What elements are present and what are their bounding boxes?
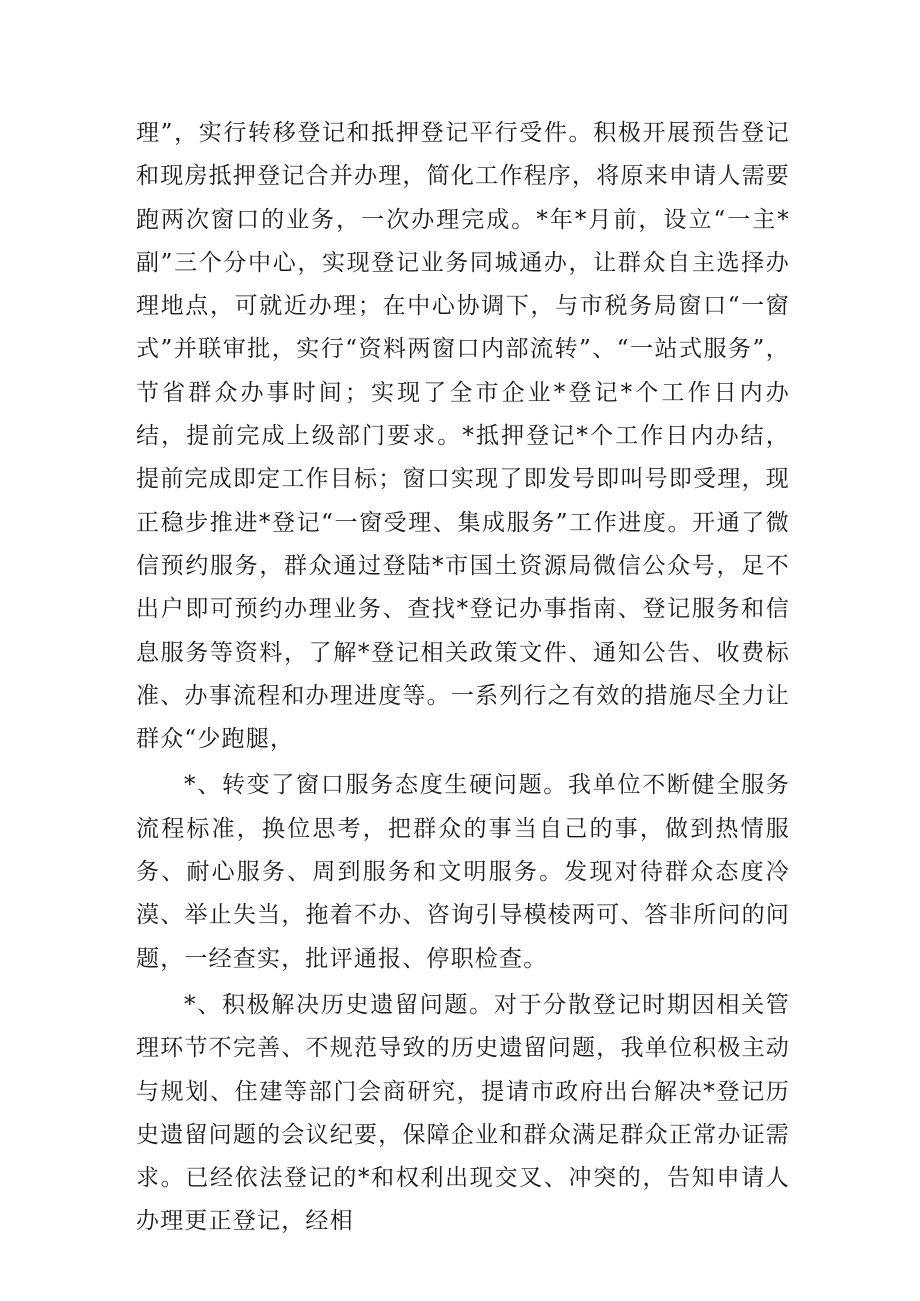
document-body: [136, 112, 790, 1247]
paragraph-historical-issues: *、积极解决历史遗留问题。对于分散登记时期因相关管理环节不完善、不规范导致的历史遗留问题，我单位积极主动与规划、住建等部门会商研究，提请市政府出台解决*登记历史遗留问题的会议纪要，保障企业和群众满足群众正常办证需求。已经依法登记的*和权利出现交叉、冲突的，告知申请人办理更正登记，经相: [136, 991, 790, 1235]
paragraph-continuation: 理”，实行转移登记和抵押登记平行受件。积极开展预告登记和现房抵押登记合并办理，简化工作程序，将原来申请人需要跑两次窗口的业务，一次办理完成。*年*月前，设立“一主*副”三个分中心，实现登记业务同城通办，让群众自主选择办理地点，可就近办理；在中心协调下，与市税务局窗口“一窗式”并联审批，实行“资料两窗口内部流转”、“一站式服务”，节省群众办事时间；实现了全市企业*登记*个工作日内办结，提前完成上级部门要求。*抵押登记*个工作日内办结，提前完成即定工作目标；窗口实现了即发号即叫号即受理，现正稳步推进*登记“一窗受理、集成服务”工作进度。开通了微信预约服务，群众通过登陆*市国土资源局微信公众号，足不出户即可预约办理业务、查找*登记办事指南、登记服务和信息服务等资料，了解*登记相关政策文件、通知公告、收费标准、办事流程和办理进度等。一系列行之有效的措施尽全力让群众“少跑腿，: [136, 120, 790, 753]
paragraph-service-attitude: *、转变了窗口服务态度生硬问题。我单位不断健全服务流程标准，换位思考，把群众的事当自己的事，做到热情服务、耐心服务、周到服务和文明服务。发现对待群众态度冷漠、举止失当，拖着不办、咨询引导模棱两可、答非所问的问题，一经查实，批评通报、停职检查。: [136, 772, 790, 972]
